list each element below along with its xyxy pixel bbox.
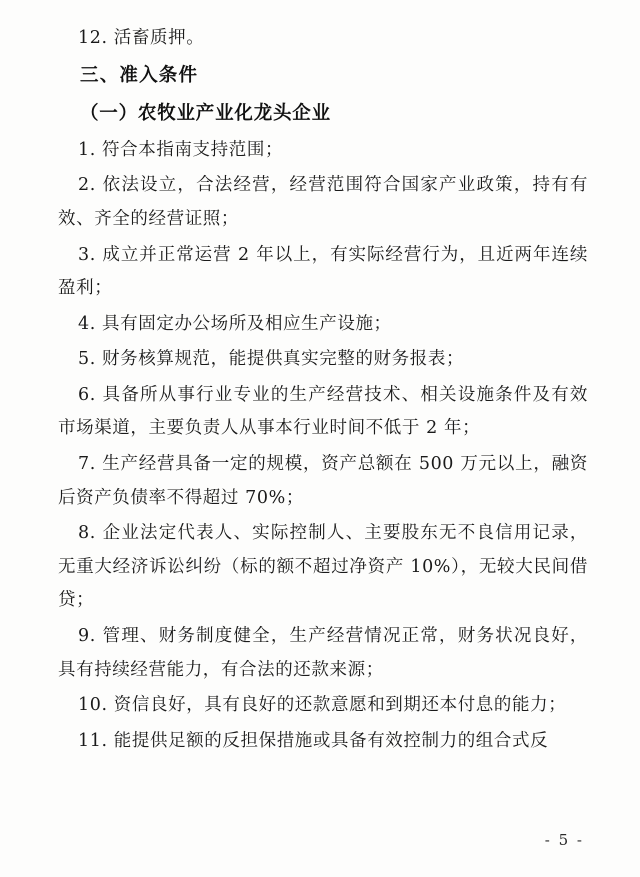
paragraph-item-11: 11. 能提供足额的反担保措施或具备有效控制力的组合式反 xyxy=(78,730,549,751)
paragraph-item-12: 12. 活畜质押。 xyxy=(78,28,205,48)
document-body xyxy=(58,22,588,760)
paragraph-item-6: 6. 具备所从事行业专业的生产经营技术、相关设施条件及有效市场渠道，主要负责人从事本行业时间不低于 2 年； xyxy=(58,384,588,439)
paragraph-item-1: 1. 符合本指南支持范围； xyxy=(78,139,284,160)
paragraph-item-2: 2. 依法设立，合法经营，经营范围符合国家产业政策，持有有效、齐全的经营证照； xyxy=(58,175,588,229)
paragraph-item-9: 9. 管理、财务制度健全，生产经营情况正常，财务状况良好，具有持续经营能力，有合法的还款来源； xyxy=(58,626,588,680)
paragraph-item-4: 4. 具有固定办公场所及相应生产设施； xyxy=(78,313,392,334)
paragraph-item-10: 10. 资信良好，具有良好的还款意愿和到期还本付息的能力； xyxy=(78,695,567,716)
section-heading: 三、准入条件 xyxy=(80,64,199,86)
paragraph-item-7: 7. 生产经营具备一定的规模，资产总额在 500 万元以上，融资后资产负债率不得超过 70%； xyxy=(58,454,588,508)
paragraph-item-3: 3. 成立并正常运营 2 年以上，有实际经营行为，且近两年连续盈利； xyxy=(58,244,588,299)
paragraph-item-5: 5. 财务核算规范，能提供真实完整的财务报表； xyxy=(78,349,465,370)
paragraph-item-8: 8. 企业法定代表人、实际控制人、主要股东无不良信用记录，无重大经济诉讼纠纷（标的额不超过净资产 10%），无较大民间借贷； xyxy=(58,523,588,611)
subsection-heading: （一）农牧业产业化龙头企业 xyxy=(80,102,331,124)
page-number: - 5 - xyxy=(544,831,584,849)
